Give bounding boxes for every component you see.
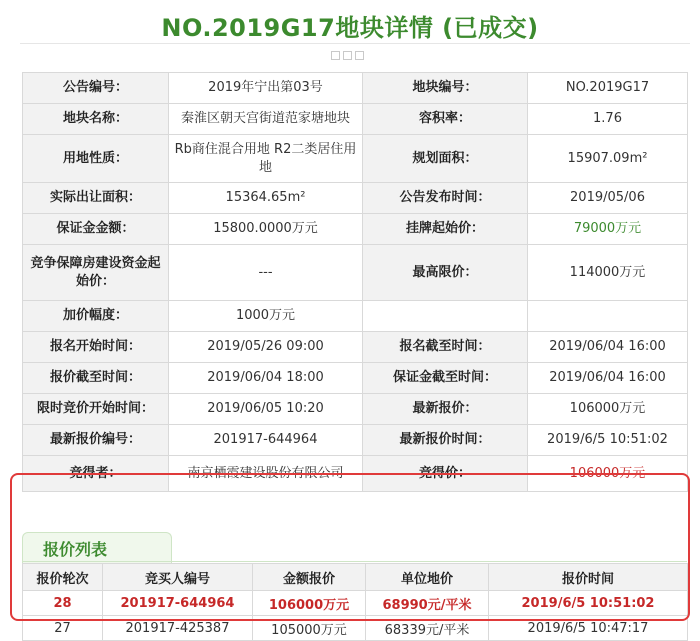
detail-row xyxy=(23,73,688,104)
detail-row xyxy=(23,104,688,135)
bid-list-column-header[interactable]: 报价轮次 xyxy=(23,564,103,591)
detail-label: 地块名称： xyxy=(23,104,169,135)
bid-cell: 68339元/平米 xyxy=(366,616,489,641)
bid-list-column-header[interactable]: 竞买人编号 xyxy=(103,564,253,591)
detail-value: 15907.09m² xyxy=(528,135,688,183)
detail-label: 最高限价： xyxy=(363,245,528,301)
detail-value: 2019/06/04 16:00 xyxy=(528,363,688,394)
detail-value: 2019/06/05 10:20 xyxy=(169,394,363,425)
detail-label: 保证金金额： xyxy=(23,214,169,245)
detail-row xyxy=(23,425,688,456)
detail-value: 79000万元 xyxy=(528,214,688,245)
detail-row xyxy=(23,135,688,183)
detail-label xyxy=(363,301,528,332)
detail-label: 竞争保障房建设资金起始价： xyxy=(23,245,169,301)
detail-label: 容积率： xyxy=(363,104,528,135)
detail-value: 秦淮区朝天宫街道范家塘地块 xyxy=(169,104,363,135)
bid-cell: 2019/6/5 10:51:02 xyxy=(489,591,688,616)
detail-label: 报名开始时间： xyxy=(23,332,169,363)
detail-value xyxy=(528,301,688,332)
detail-label: 报价截至时间： xyxy=(23,363,169,394)
detail-value: 106000万元 xyxy=(528,456,688,492)
bid-list-column-header[interactable]: 报价时间 xyxy=(489,564,688,591)
detail-value: 1.76 xyxy=(528,104,688,135)
detail-value: 2019/06/04 18:00 xyxy=(169,363,363,394)
detail-label: 公告发布时间： xyxy=(363,183,528,214)
bid-list-table xyxy=(22,563,688,641)
detail-value: 南京栖霞建设股份有限公司 xyxy=(169,456,363,492)
detail-label: 报名截至时间： xyxy=(363,332,528,363)
detail-label: 加价幅度： xyxy=(23,301,169,332)
detail-value: NO.2019G17 xyxy=(528,73,688,104)
bid-cell: 106000万元 xyxy=(253,591,366,616)
detail-row xyxy=(23,363,688,394)
bid-row[interactable] xyxy=(23,591,688,616)
title-divider xyxy=(20,43,690,44)
detail-row xyxy=(23,394,688,425)
bid-list-tab[interactable] xyxy=(22,532,172,563)
bid-list-column-header[interactable]: 单位地价 xyxy=(366,564,489,591)
detail-value: 15800.0000万元 xyxy=(169,214,363,245)
page-title: NO.2019G17地块详情 (已成交) xyxy=(161,14,539,42)
land-detail-table xyxy=(22,72,688,492)
detail-label: 挂牌起始价： xyxy=(363,214,528,245)
detail-label: 规划面积： xyxy=(363,135,528,183)
detail-value: 106000万元 xyxy=(528,394,688,425)
bid-cell: 68990元/平米 xyxy=(366,591,489,616)
bid-cell: 27 xyxy=(23,616,103,641)
detail-label: 最新报价编号： xyxy=(23,425,169,456)
detail-label: 实际出让面积： xyxy=(23,183,169,214)
detail-row xyxy=(23,183,688,214)
detail-label: 公告编号： xyxy=(23,73,169,104)
bid-list-underline xyxy=(22,561,687,562)
dot-2[interactable] xyxy=(343,51,352,60)
detail-label: 最新报价： xyxy=(363,394,528,425)
bid-list-tab-label: 报价列表 xyxy=(43,540,108,559)
dot-3[interactable] xyxy=(355,51,364,60)
bid-cell: 105000万元 xyxy=(253,616,366,641)
detail-value: --- xyxy=(169,245,363,301)
detail-label: 用地性质： xyxy=(23,135,169,183)
detail-label: 最新报价时间： xyxy=(363,425,528,456)
detail-value: Rb商住混合用地 R2二类居住用地 xyxy=(169,135,363,183)
detail-value: 2019年宁出第03号 xyxy=(169,73,363,104)
detail-value: 1000万元 xyxy=(169,301,363,332)
detail-label: 地块编号： xyxy=(363,73,528,104)
detail-value: 114000万元 xyxy=(528,245,688,301)
bid-cell: 2019/6/5 10:47:17 xyxy=(489,616,688,641)
bid-list-column-header[interactable]: 金额报价 xyxy=(253,564,366,591)
pagination-dots xyxy=(331,51,364,60)
detail-label: 保证金截至时间： xyxy=(363,363,528,394)
detail-value: 2019/05/06 xyxy=(528,183,688,214)
dot-1[interactable] xyxy=(331,51,340,60)
bid-list-header-row xyxy=(23,564,688,591)
detail-value: 2019/05/26 09:00 xyxy=(169,332,363,363)
detail-row xyxy=(23,214,688,245)
detail-label: 竞得价： xyxy=(363,456,528,492)
detail-value: 2019/6/5 10:51:02 xyxy=(528,425,688,456)
bid-cell: 28 xyxy=(23,591,103,616)
bid-cell: 201917-644964 xyxy=(103,591,253,616)
detail-value: 15364.65m² xyxy=(169,183,363,214)
detail-row xyxy=(23,245,688,301)
detail-value: 2019/06/04 16:00 xyxy=(528,332,688,363)
bid-row[interactable] xyxy=(23,616,688,641)
bid-cell: 201917-425387 xyxy=(103,616,253,641)
detail-label: 竞得者： xyxy=(23,456,169,492)
detail-row xyxy=(23,301,688,332)
detail-value: 201917-644964 xyxy=(169,425,363,456)
detail-row xyxy=(23,332,688,363)
detail-label: 限时竞价开始时间： xyxy=(23,394,169,425)
detail-row xyxy=(23,456,688,492)
